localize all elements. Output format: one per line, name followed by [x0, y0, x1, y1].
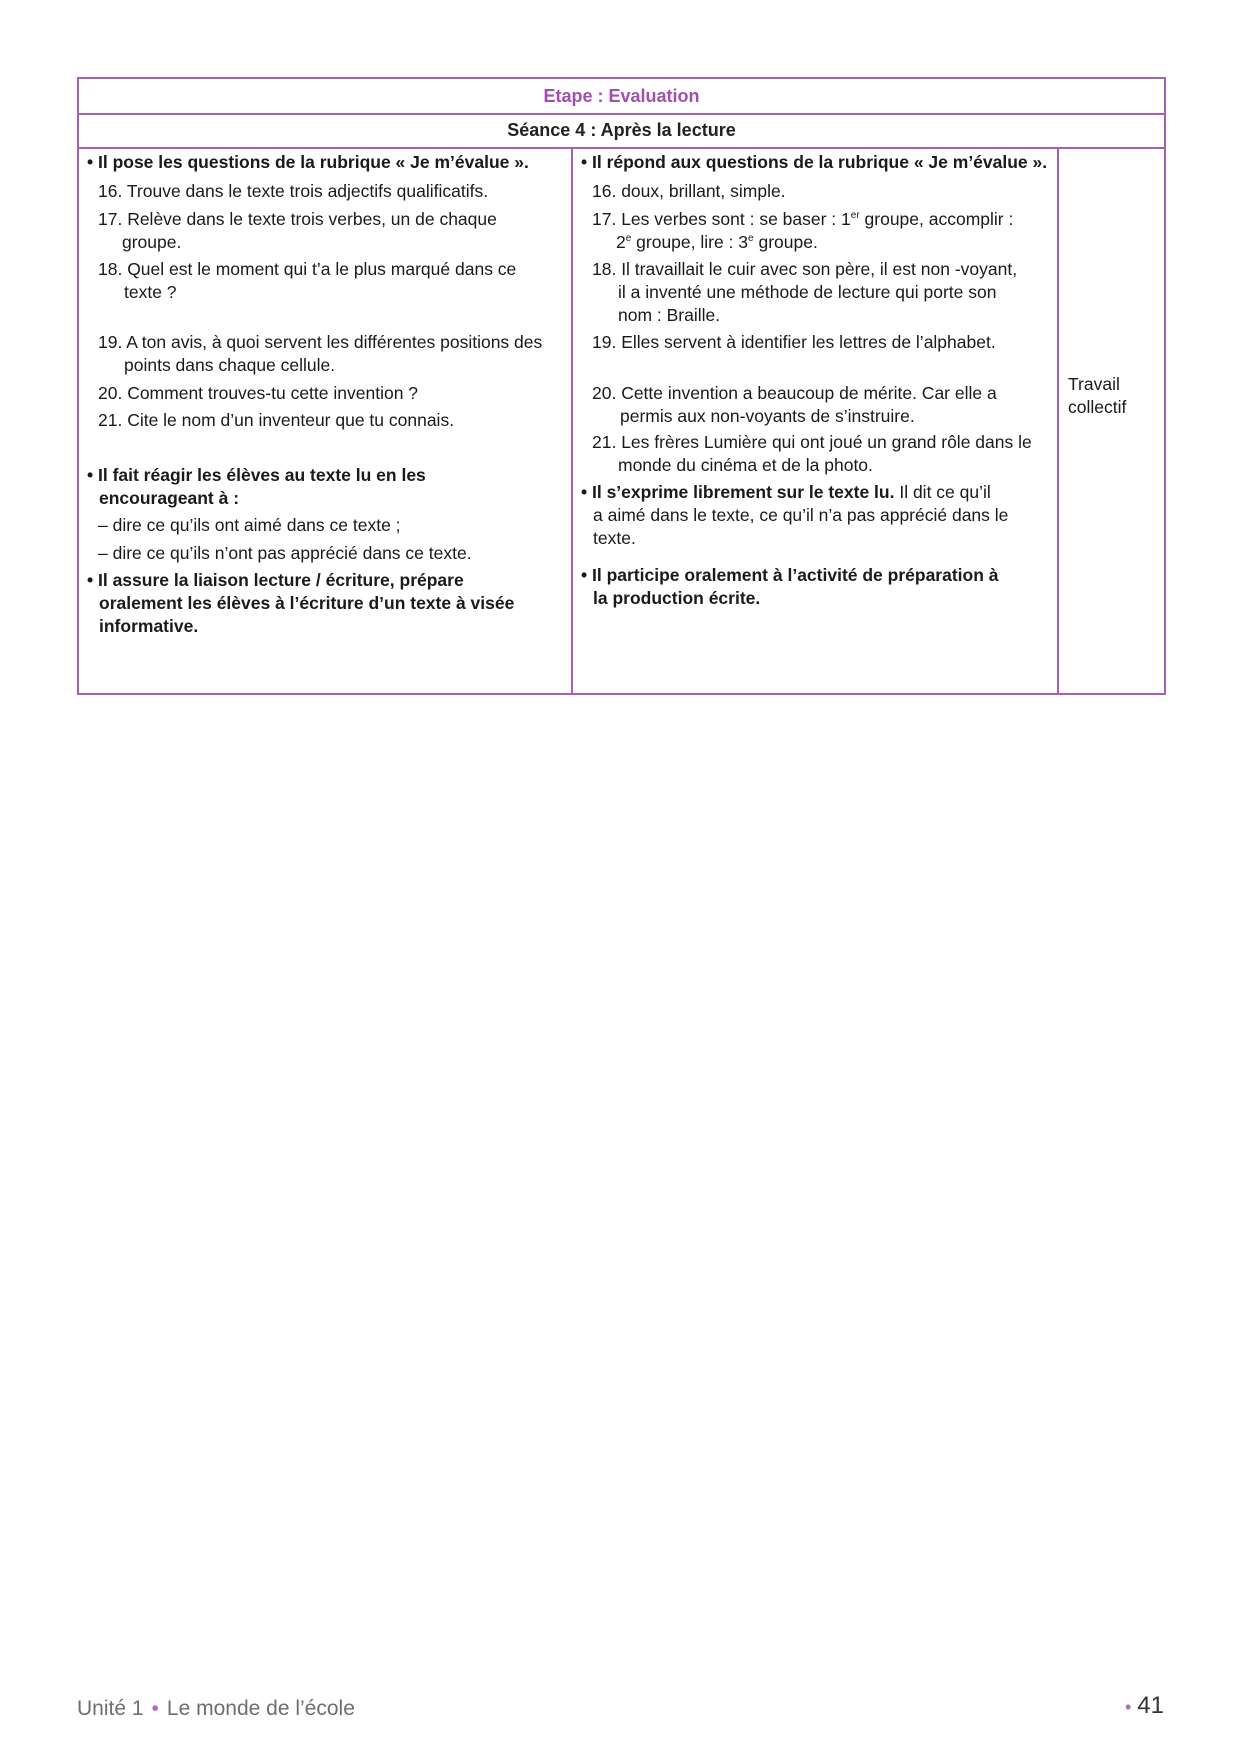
page-number-bullet: • [1124, 1697, 1132, 1717]
question-18-line2: texte ? [124, 282, 177, 302]
answer-16: 16. doux, brillant, simple. [592, 181, 786, 201]
teacher-bullet-liaison-line3: informative. [99, 616, 199, 636]
answer-18-line2: il a inventé une méthode de lecture qui porte son [618, 282, 997, 302]
answer-17-line1: 17. Les verbes sont : se baser : 1er groupe, accomplir : [592, 209, 1014, 229]
work-mode-line2: collectif [1068, 397, 1127, 417]
teacher-bullet-liaison-line1: • Il assure la liaison lecture / écriture, prépare [87, 570, 464, 590]
question-18-line1: 18. Quel est le moment qui t’a le plus marqué dans ce [98, 259, 517, 279]
question-17-line2: groupe. [122, 232, 182, 252]
student-bullet-participate-line2: la production écrite. [593, 588, 761, 608]
footer-unit [77, 1696, 355, 1722]
answer-21-line2: monde du cinéma et de la photo. [618, 455, 873, 475]
question-21: 21. Cite le nom d’un inventeur que tu connais. [98, 410, 455, 430]
teacher-bullet-liaison-line2: oralement les élèves à l’écriture d’un texte à visée [99, 593, 515, 613]
student-bullet-express-line2: a aimé dans le texte, ce qu’il n’a pas apprécié dans le [593, 505, 1009, 525]
answer-18-line1: 18. Il travaillait le cuir avec son père, il est non -voyant, [592, 259, 1018, 279]
teacher-bullet-react-line1: • Il fait réagir les élèves au texte lu en les [87, 465, 426, 485]
student-bullet-express-line1: • Il s’exprime librement sur le texte lu. Il dit ce qu’il [581, 482, 991, 502]
react-dash-disliked: – dire ce qu’ils n’ont pas apprécié dans ce texte. [98, 543, 472, 563]
page-number [1125, 1692, 1164, 1721]
footer-unit-title: Le monde de l’école [166, 1697, 355, 1720]
answer-20-line2: permis aux non-voyants de s’instruire. [620, 406, 915, 426]
student-bullet-participate-line1: • Il participe oralement à l’activité de préparation à [581, 565, 999, 585]
seance-header: Séance 4 : Après la lecture [79, 113, 1164, 149]
lesson-table [77, 77, 1166, 695]
teacher-bullet-questions: • Il pose les questions de la rubrique « Je m’évalue ». [87, 152, 529, 172]
answer-21-line1: 21. Les frères Lumière qui ont joué un grand rôle dans le [592, 432, 1032, 452]
question-19-line1: 19. A ton avis, à quoi servent les différentes positions des [98, 332, 543, 352]
question-19-line2: points dans chaque cellule. [124, 355, 336, 375]
work-mode-column [1059, 149, 1164, 693]
answer-17-line2: 2e groupe, lire : 3e groupe. [616, 232, 818, 252]
react-dash-liked: – dire ce qu’ils ont aimé dans ce texte ; [98, 515, 401, 535]
teacher-bullet-react-line2: encourageant à : [99, 488, 240, 508]
question-16: 16. Trouve dans le texte trois adjectifs qualificatifs. [98, 181, 489, 201]
student-bullet-express-line3: texte. [593, 528, 636, 548]
student-column [573, 149, 1059, 693]
teacher-column [79, 149, 573, 693]
answer-20-line1: 20. Cette invention a beaucoup de mérite. Car elle a [592, 383, 997, 403]
footer-unit-label: Unité 1 [77, 1697, 144, 1720]
answer-18-line3: nom : Braille. [618, 305, 721, 325]
footer-bullet: • [151, 1697, 159, 1720]
question-17-line1: 17. Relève dans le texte trois verbes, un de chaque [98, 209, 497, 229]
question-20: 20. Comment trouves-tu cette invention ? [98, 383, 419, 403]
etape-header: Etape : Evaluation [79, 79, 1164, 115]
page-number-value: 41 [1137, 1692, 1164, 1719]
work-mode-line1: Travail [1068, 374, 1120, 394]
answer-19: 19. Elles servent à identifier les lettres de l’alphabet. [592, 332, 996, 352]
student-bullet-answers: • Il répond aux questions de la rubrique « Je m’évalue ». [581, 152, 1048, 172]
